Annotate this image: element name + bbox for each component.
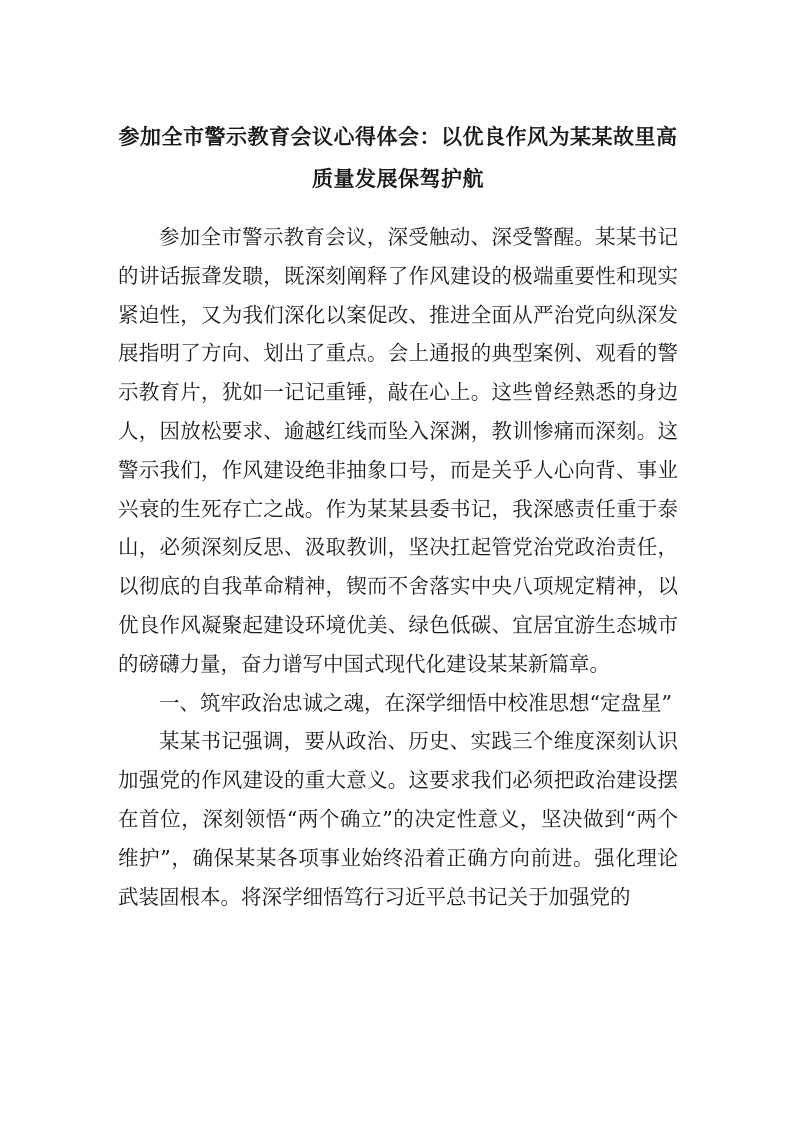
section-heading-1: 一、筑牢政治忠诚之魂，在深学细悟中校准思想“定盘星” xyxy=(159,690,672,715)
document-title: 参加全市警示教育会议心得体会：以优良作风为某某故里高质量发展保驾护航 xyxy=(118,124,678,191)
paragraph-intro: 参加全市警示教育会议，深受触动、深受警醒。某某书记的讲话振聋发聩，既深刻阐释了作风建设的极端重要性和现实紧迫性，又为我们深化以案促改、推进全面从严治党向纵深发展指明了方向、划出了重点。会上通报的典型案例、观看的警示教育片，犹如一记记重锤，敲在心上。这些曾经熟悉的身边人，因放松要求、逾越红线而坠入深渊，教训惨痛而深刻。这警示我们，作风建设绝非抽象口号，而是关乎人心向背、事业兴衰的生死存亡之战。作为某某县委书记，我深感责任重于泰山，必须深刻反思、汲取教训，坚决扛起管党治党政治责任，以彻底的自我革命精神，锲而不舍落实中央八项规定精神，以优良作风凝聚起建设环境优美、绿色低碳、宜居宜游生态城市的磅礴力量，奋力谱写中国式现代化建设某某新篇章。 xyxy=(118,225,678,676)
document-body xyxy=(118,218,678,916)
paragraph-section-1: 某某书记强调，要从政治、历史、实践三个维度深刻认识加强党的作风建设的重大意义。这要求我们必须把政治建设摆在首位，深刻领悟“两个确立”的决定性意义，坚决做到“两个维护”，确保某某各项事业始终沿着正确方向前进。强化理论武装固根本。将深学细悟笃行习近平总书记关于加强党的 xyxy=(118,729,678,909)
